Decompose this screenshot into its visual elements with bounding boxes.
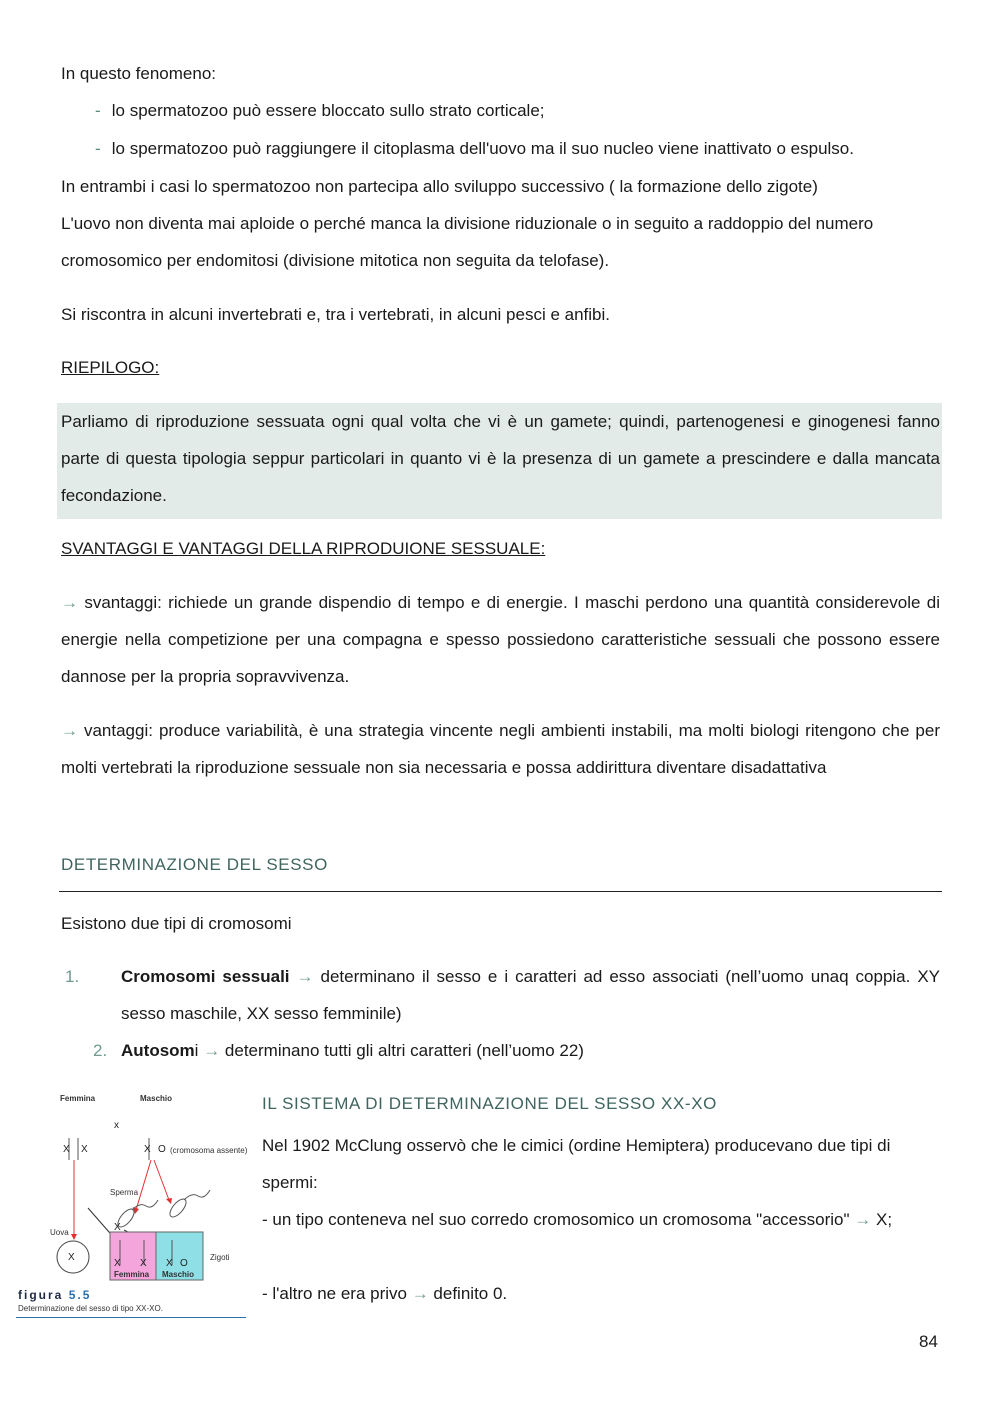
list-term: Cromosomi sessuali [121,967,290,986]
intro-text: In questo fenomeno: [61,64,217,83]
text-run: - un tipo conteneva nel suo corredo cromosomico un cromosoma "accessorio" [262,1210,855,1229]
x-chromosome: X [144,1144,151,1155]
paragraph: Esistono due tipi di cromosomi [61,914,292,933]
riepilogo-heading: RIEPILOGO: [61,358,160,377]
figure-caption-word: figura [18,1288,64,1302]
paragraph: Nel 1902 McClung osservò che le cimici (ordine Hemiptera) producevano due tipi di spermi: [262,1136,891,1192]
x-chromosome: X [63,1144,70,1155]
paragraph: Si riscontra in alcuni invertebrati e, tra i vertebrati, in alcuni pesci e anfibi. [61,305,610,324]
x-chromosome: X [140,1258,147,1269]
list-term: Autosom [121,1041,195,1060]
list-text: determinano il sesso e i caratteri ad esso associati (nell’uomo unaq coppia. XY sesso maschile, XX sesso femminile) [121,967,941,1023]
list-item [65,958,941,1032]
label-sperma: Sperma [110,1188,139,1197]
list-number: 1. [65,967,80,986]
label-zigoti: Zigoti [210,1253,230,1262]
label-uova: Uova [50,1228,69,1237]
figure-caption-rule [16,1317,246,1318]
arrow-icon: → [203,1041,221,1060]
list-item [93,1032,940,1069]
disadvantages-text: svantaggi: richiede un grande dispendio di tempo e di energie. I maschi perdono una quantità considerevole di energie nella competizione per una compagna e spesso possiedono caratteristiche sessuali che possono essere dannose per la propria sopravvivenza. [61,593,940,686]
arrow-icon: → [854,1210,872,1229]
bullet-item [95,130,940,167]
label-zygote-femmina: Femmina [114,1270,150,1279]
figure-xx-xo [16,1090,251,1322]
label-femmina: Femmina [60,1094,96,1103]
label-zygote-maschio: Maschio [162,1270,195,1279]
section-heading: DETERMINAZIONE DEL SESSO [61,855,328,874]
page-number: 84 [919,1332,938,1351]
bullet-marker: - [95,101,101,120]
x-chromosome: X [81,1144,88,1155]
section-divider [59,891,942,892]
arrow-icon: → [411,1284,429,1303]
label-cromosoma-assente: (cromosoma assente) [170,1146,248,1155]
paragraph [262,1201,940,1238]
text-run: - l'altro ne era privo [262,1284,412,1303]
paragraph: In entrambi i casi lo spermatozoo non partecipa allo sviluppo successivo ( la formazione dello zigote) [61,177,818,196]
text-run: definito 0. [428,1284,508,1303]
list-term-tail: i [194,1041,199,1060]
disadvantages-paragraph [61,584,940,695]
cross-symbol: x [114,1120,119,1131]
paragraph [262,1275,940,1312]
advantages-text: vantaggi: produce variabilità, è una strategia vincente negli ambienti instabili, ma molti biologi ritengono che per molti vertebrati la riproduzione sessuale non sia necessaria e possa addirittura diventare disadattativa [61,721,940,777]
summary-text: Parliamo di riproduzione sessuata ogni qual volta che vi è un gamete; quindi, partenogenesi e ginogenesi fanno parte di questa tipologia seppur particolari in quanto vi è la presenza di un gamete a prescindere e dalla mancata fecondazione. [61,412,940,505]
arrow-icon: → [61,593,78,612]
subsection-heading: IL SISTEMA DI DETERMINAZIONE DEL SESSO XX-XO [262,1094,717,1113]
advantages-paragraph [61,712,940,786]
x-chromosome: X [114,1258,121,1269]
figure-caption-title [18,1288,91,1302]
advantages-heading: SVANTAGGI E VANTAGGI DELLA RIPRODUIONE SESSUALE: [61,539,546,558]
figure-caption-number: 5.5 [68,1288,92,1302]
arrow-icon: → [296,967,314,986]
bullet-marker: - [95,139,101,158]
label-maschio: Maschio [140,1094,173,1103]
bullet-text: lo spermatozoo può raggiungere il citoplasma dell'uovo ma il suo nucleo viene inattivato o espulso. [111,139,854,158]
text-run: X; [875,1210,893,1229]
list-number: 2. [93,1041,108,1060]
x-chromosome: X [68,1252,75,1263]
arrow-icon: → [61,721,78,740]
figure-caption-text: Determinazione del sesso di tipo XX-XO. [18,1304,163,1313]
o-chromosome: O [180,1258,188,1269]
bullet-text: lo spermatozoo può essere bloccato sullo strato corticale; [111,101,545,120]
x-chromosome: X [114,1222,121,1233]
list-text: determinano tutti gli altri caratteri (nell’uomo 22) [220,1041,584,1060]
bullet-item [95,92,940,129]
paragraph: L'uovo non diventa mai aploide o perché manca la divisione riduzionale o in seguito a raddoppio del numero cromosomico per endomitosi (divisione mitotica non seguita da telofase). [61,214,874,270]
x-chromosome: X [166,1258,173,1269]
o-chromosome: O [158,1144,166,1155]
